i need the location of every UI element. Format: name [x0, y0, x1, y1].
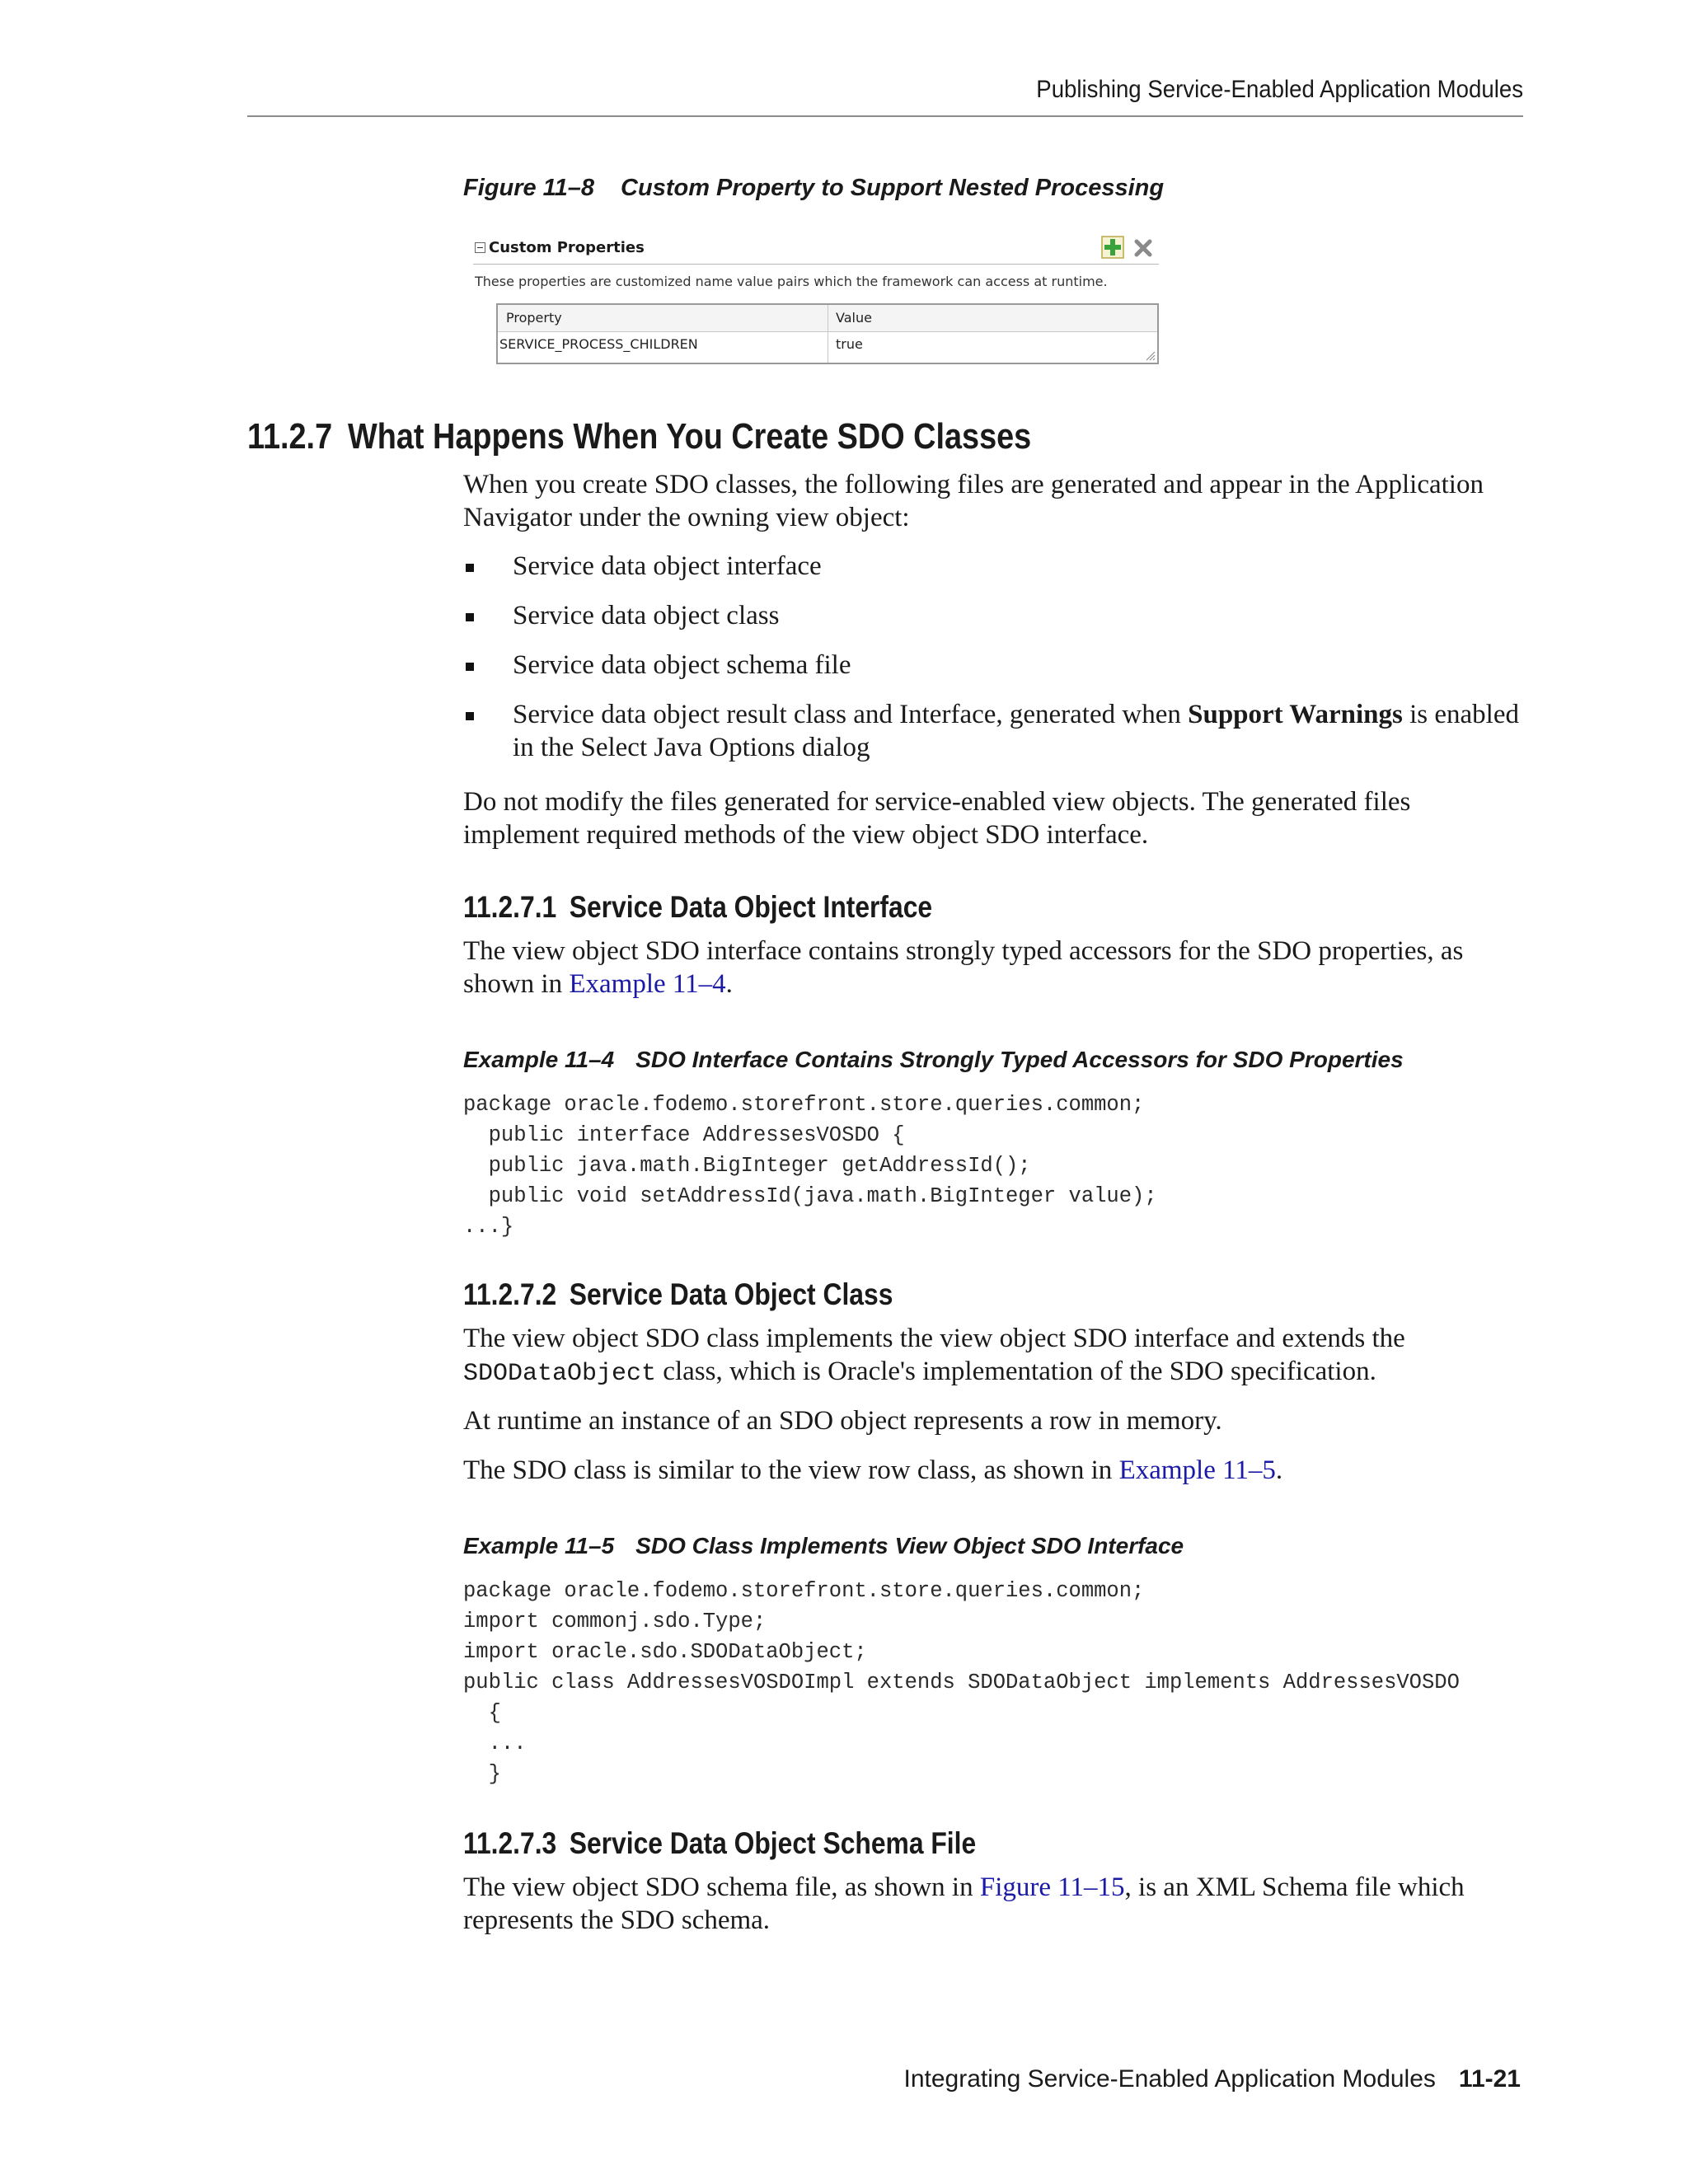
section-heading [247, 416, 1031, 457]
page-number: 11-21 [1458, 2065, 1521, 2093]
section-closing: Do not modify the files generated for service-enabled view objects. The generated files implement required methods of the view object SDO interface. [463, 787, 1411, 850]
list-item: Service data object interface [463, 550, 1522, 583]
property-name-cell: SERVICE_PROCESS_CHILDREN [499, 336, 698, 352]
list-item: Service data object result class and Interface, generated when Support Warnings is enabled in the Select Java Options dialog [463, 698, 1522, 764]
figure-label: Figure 11–8 [463, 175, 595, 201]
bullet-icon [466, 663, 474, 671]
properties-table [496, 303, 1159, 364]
generated-files-list [463, 550, 1522, 780]
sdodataobject-code: SDODataObject [463, 1360, 657, 1388]
subsection-heading-interface: 11.2.7.1 Service Data Object Interface [463, 890, 933, 924]
custom-properties-header [475, 239, 645, 256]
subsection-heading-class: 11.2.7.2 Service Data Object Class [463, 1277, 893, 1311]
bullet-icon [466, 613, 474, 621]
subsection-heading-schema: 11.2.7.3 Service Data Object Schema File [463, 1826, 977, 1860]
example-caption: Example 11–4 SDO Interface Contains Strongly Typed Accessors for SDO Properties [463, 1047, 1404, 1072]
example-11-4-link[interactable]: Example 11–4 [569, 969, 726, 999]
footer-title: Integrating Service-Enabled Application Modules [903, 2065, 1436, 2093]
collapse-icon [475, 242, 485, 253]
figure-11-15-link[interactable]: Figure 11–15 [979, 1872, 1125, 1902]
property-value-cell: true [836, 336, 863, 352]
bullet-icon [466, 564, 474, 572]
runtime-paragraph: At runtime an instance of an SDO object represents a row in memory. [463, 1406, 1222, 1436]
section-title: What Happens When You Create SDO Classes [348, 416, 1032, 457]
custom-properties-title: Custom Properties [489, 239, 645, 256]
code-block: package oracle.fodemo.storefront.store.queries.common; public interface AddressesVOSDO { public java.math.BigInteger getAddressId(); public void setAddressId(java.math.BigInteger value); ...} [463, 1093, 1157, 1239]
schema-paragraph: The view object SDO schema file, as shown in Figure 11–15, is an XML Schema file which represents the SDO schema. [463, 1872, 1465, 1935]
page-footer [904, 2065, 1521, 2093]
add-icon [1101, 236, 1124, 259]
figure-divider [473, 264, 1159, 265]
resize-grip-icon [1144, 349, 1156, 361]
running-head: Publishing Service-Enabled Application Modules [1036, 76, 1523, 103]
class-paragraph: The view object SDO class implements the view object SDO interface and extends the SDODataObject class, which is Oracle's implementation of the SDO specification. [463, 1324, 1405, 1388]
interface-paragraph: The view object SDO interface contains strongly typed accessors for the SDO properties, as shown in Example 11–4. [463, 936, 1464, 999]
section-intro: When you create SDO classes, the following files are generated and appear in the Application Navigator under the owning view object: [463, 470, 1484, 532]
view-row-paragraph: The SDO class is similar to the view row class, as shown in Example 11–5. [463, 1455, 1283, 1485]
figure-title: Custom Property to Support Nested Processing [621, 175, 1165, 201]
header-rule [247, 115, 1523, 117]
section-number: 11.2.7 [247, 416, 333, 457]
custom-properties-description: These properties are customized name value pairs which the framework can access at runtime. [475, 274, 1108, 289]
example-caption: Example 11–5 SDO Class Implements View Object SDO Interface [463, 1533, 1184, 1558]
list-item: Service data object class [463, 599, 1522, 632]
example-11-5-link[interactable]: Example 11–5 [1118, 1455, 1276, 1485]
figure-caption [463, 175, 1164, 202]
delete-icon [1132, 237, 1154, 259]
bullet-icon [466, 712, 474, 720]
column-header-property: Property [506, 310, 562, 326]
custom-properties-figure [473, 231, 1162, 368]
list-item: Service data object schema file [463, 649, 1522, 682]
column-header-value: Value [836, 310, 872, 326]
code-block: package oracle.fodemo.storefront.store.queries.common; import commonj.sdo.Type; import oracle.sdo.SDODataObject; public class AddressesVOSDOImpl extends SDODataObject implements AddressesVOSDO { ... } [463, 1579, 1460, 1786]
support-warnings-term: Support Warnings [1188, 700, 1403, 729]
